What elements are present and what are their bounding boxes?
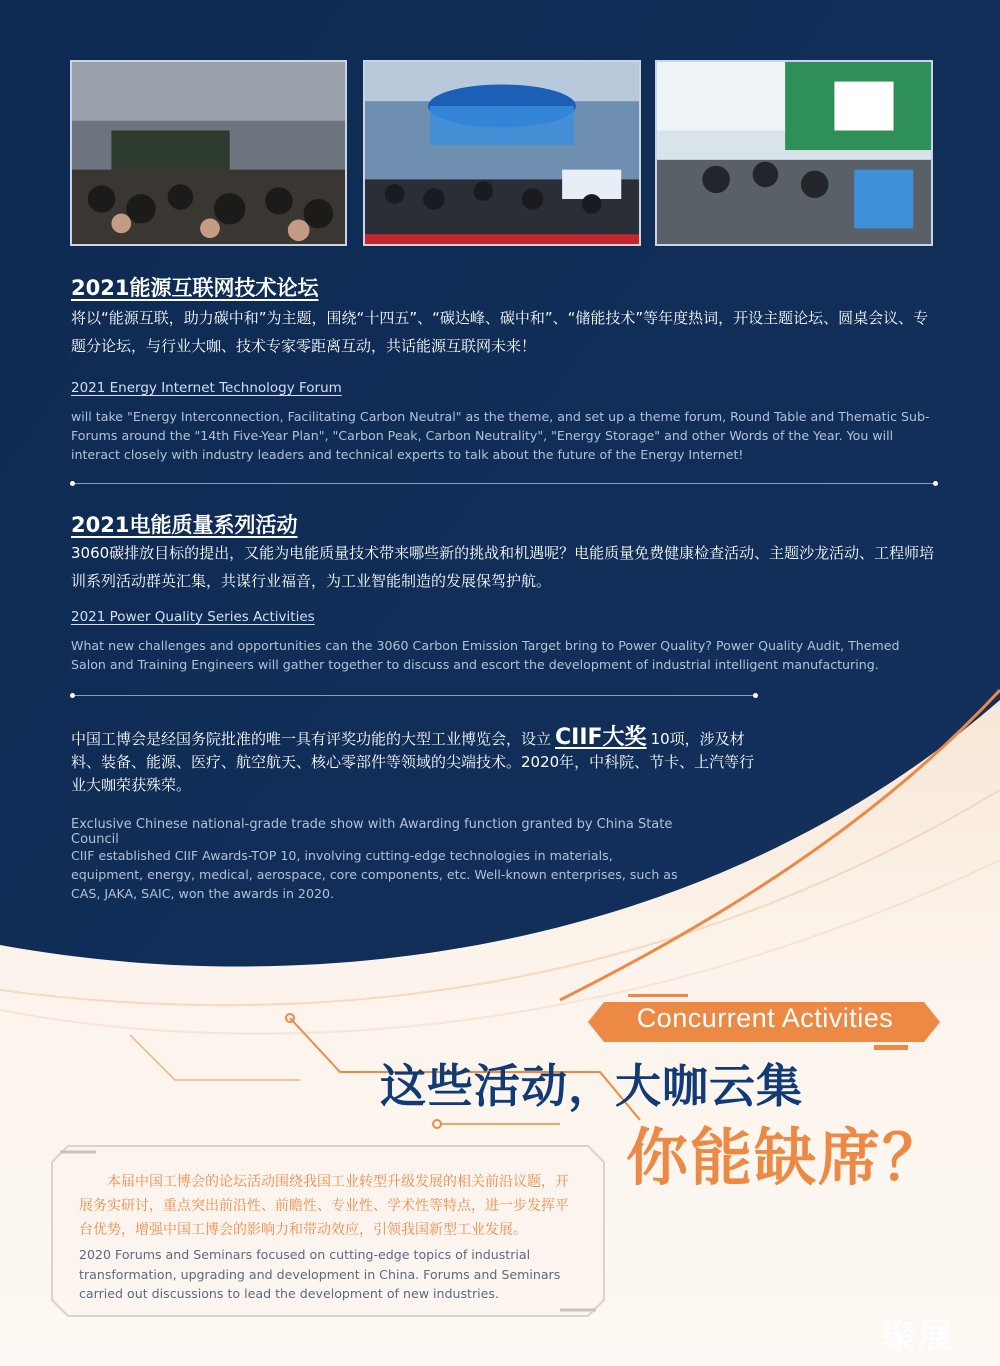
section-title-power-quality: 2021电能质量系列活动 [71,513,298,537]
award-description-zh [71,726,757,797]
section-body-power-quality-zh: 3060碳排放目标的提出，又能为电能质量技术带来哪些新的挑战和机遇呢？电能质量免费健康检查活动、主题沙龙活动、工程师培训系列活动群英汇集，共谋行业福音，为工业智能制造的发展保驾护航。 [71,544,935,590]
headline-primary: 这些活动，大咖云集 [380,1059,803,1113]
watermark-logo: 聚展 [882,1317,954,1357]
section-title-energy-forum: 2021能源互联网技术论坛 [71,276,319,300]
award-headline-en: Exclusive Chinese national-grade trade show with Awarding function granted by China State Council [71,817,673,847]
section-title-power-quality-en: 2021 Power Quality Series Activities [71,609,315,625]
section-title-energy-forum-en: 2021 Energy Internet Technology Forum [71,380,342,396]
award-text-before: 中国工博会是经国务院批准的唯一具有评奖功能的大型工业博览会，设立 [71,730,552,748]
section-body-energy-forum-zh: 将以“能源互联，助力碳中和”为主题，围绕“十四五”、“碳达峰、碳中和”、“储能技术”等年度热词，开设主题论坛、圆桌会议、专题分论坛，与行业大咖、技术专家零距离互动，共话能源互联网未来！ [71,309,929,355]
section-body-power-quality-en: What new challenges and opportunities can the 3060 Carbon Emission Target bring to Power Quality? Power Quality Audit, Themed Salon and Training Engineers will gather together to discuss and escort the development of industrial intelligent manufacturing. [71,638,900,672]
exhibition-booth-photo [363,60,641,246]
headline-secondary: 你能缺席？ [626,1121,947,1194]
concurrent-activities-label: Concurrent Activities [636,1003,894,1033]
exhibition-hall-photo [70,60,347,246]
divider [72,695,756,696]
exhibition-visitors-photo [655,60,933,246]
award-text-after: 10项，涉及材料、装备、能源、医疗、航空航天、核心零部件等领域的尖端技术。2020年，中科院、节卡、上汽等行业大咖荣获殊荣。 [71,730,755,794]
award-description-en: CIIF established CIIF Awards-TOP 10, involving cutting-edge technologies in materials, equipment, energy, medical, aerospace, core components, etc. Well-known enterprises, such as CAS, JAKA, SAIC, won the awards in 2020. [71,848,678,901]
section-body-energy-forum-en: will take "Energy Interconnection, Facilitating Carbon Neutral" as the theme, and set up a theme forum, Round Table and Thematic Sub-Forums around the "14th Five-Year Plan", "Carbon Peak, Carbon Neutrality", "Energy Storage" and other Words of the Year. You will interact closely with industry leaders and technical experts to talk about the future of the Energy Internet! [71,409,930,462]
concurrent-description-zh: 本届中国工博会的论坛活动围绕我国工业转型升级发展的相关前沿议题，开展务实研讨，重点突出前沿性、前瞻性、专业性、学术性等特点，进一步发挥平台优势，增强中国工博会的影响力和带动效应，引领我国新型工业发展。 [79,1174,569,1238]
divider [72,483,936,484]
ciif-award-highlight: CIIF大奖 [555,725,647,750]
concurrent-description-en: 2020 Forums and Seminars focused on cutting-edge topics of industrial transformation, upgrading and development in China. Forums and Seminars carried out discussions to lead the development of new industries. [79,1247,561,1301]
